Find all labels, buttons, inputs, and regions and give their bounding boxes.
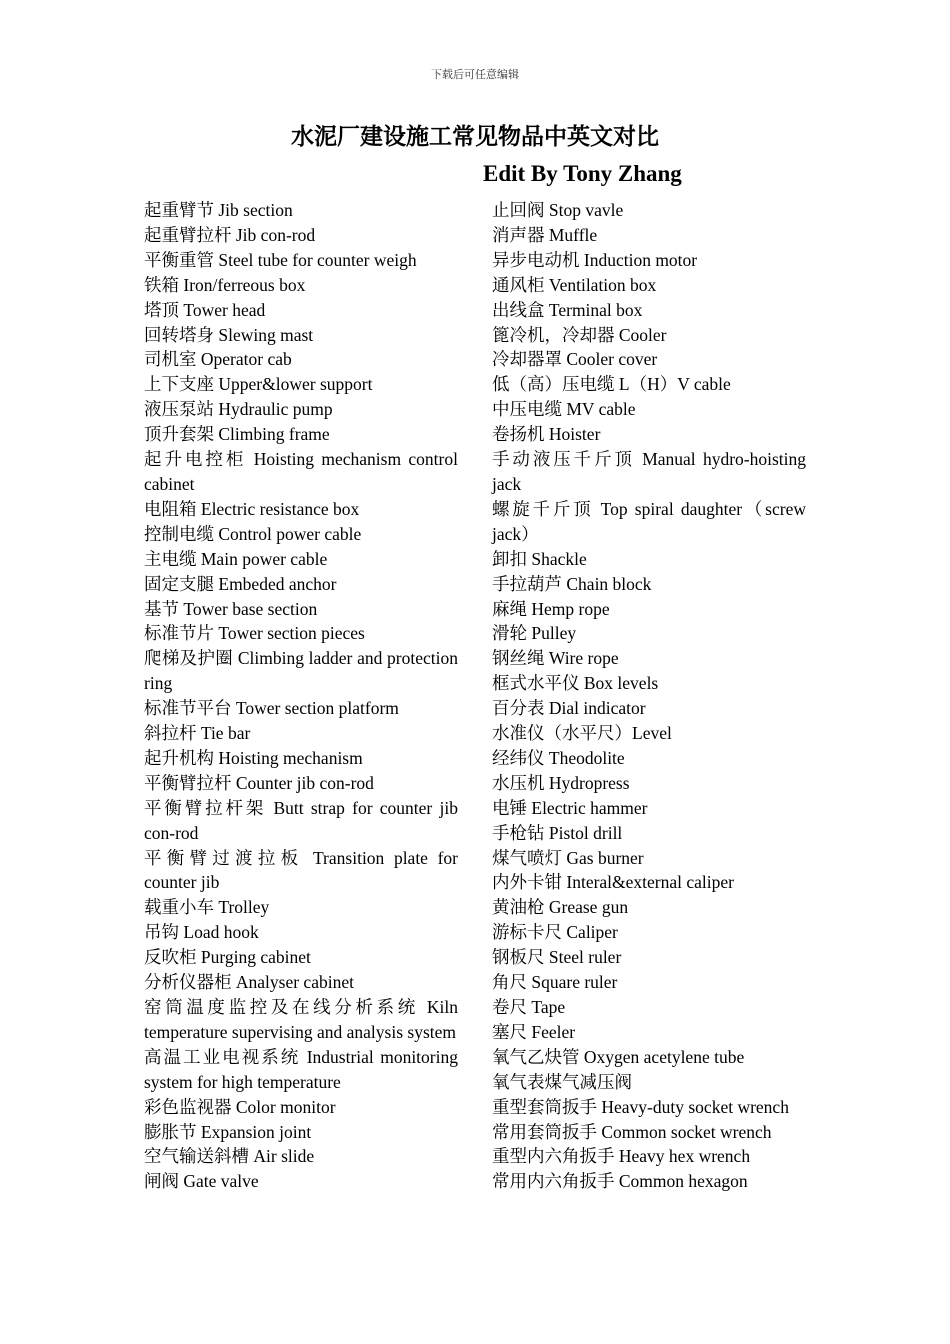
glossary-entry: 钢板尺 Steel ruler [492, 947, 622, 968]
glossary-entry: 基节 Tower base section [144, 598, 318, 619]
glossary-entry: 螺旋千斤顶 Top spiral daughter（screw jack） [492, 498, 806, 544]
glossary-entry: 百分表 Dial indicator [492, 698, 646, 719]
glossary-entry: 主电缆 Main power cable [144, 548, 328, 569]
glossary-entry: 手拉葫芦 Chain block [492, 573, 652, 594]
glossary-entry: 篦冷机，冷却器 Cooler [492, 324, 667, 345]
glossary-entry: 水压机 Hydropress [492, 772, 630, 793]
glossary-entry: 彩色监视器 Color monitor [144, 1096, 336, 1117]
glossary-entry: 卷扬机 Hoister [492, 424, 601, 445]
glossary-entry: 反吹柜 Purging cabinet [144, 947, 311, 968]
glossary-entry: 起重臂拉杆 Jib con-rod [144, 224, 316, 245]
glossary-entry: 标准节片 Tower section pieces [144, 623, 365, 644]
glossary-entry: 载重小车 Trolley [144, 897, 270, 918]
left-glossary-column [144, 198, 458, 1194]
glossary-entry: 水准仪（水平尺）Level [492, 723, 672, 744]
glossary-entry: 卷尺 Tape [492, 997, 566, 1017]
glossary-entry: 黄油枪 Grease gun [492, 897, 629, 918]
glossary-entry: 重型套筒扳手 Heavy-duty socket wrench [492, 1096, 789, 1117]
glossary-entry: 重型内六角扳手 Heavy hex wrench [492, 1146, 751, 1167]
document-subtitle: Edit By Tony Zhang [483, 161, 682, 186]
glossary-entry: 角尺 Square ruler [492, 972, 618, 993]
glossary-entry: 手枪钻 Pistol drill [492, 822, 623, 843]
glossary-entry: 顶升套架 Climbing frame [144, 424, 330, 445]
glossary-entry: 分析仪器柜 Analyser cabinet [144, 972, 354, 993]
glossary-entry: 塞尺 Feeler [492, 1021, 576, 1042]
glossary-entry: 煤气喷灯 Gas burner [492, 847, 644, 868]
glossary-entry: 司机室 Operator cab [144, 349, 292, 370]
glossary-entry: 冷却器罩 Cooler cover [492, 349, 658, 370]
page-header: 下载后可任意编辑 [431, 69, 519, 81]
glossary-entry: 止回阀 Stop vavle [492, 200, 624, 220]
glossary-entry: 框式水平仪 Box levels [492, 673, 659, 694]
glossary-entry: 电阻箱 Electric resistance box [144, 498, 360, 519]
glossary-entry: 滑轮 Pulley [492, 623, 577, 644]
right-glossary-column [492, 198, 806, 1194]
glossary-entry: 氧气表煤气减压阀 [492, 1071, 632, 1092]
glossary-entry: 平衡臂拉杆 Counter jib con-rod [144, 772, 374, 793]
glossary-entry: 消声器 Muffle [492, 224, 598, 245]
glossary-entry: 平衡臂过渡拉板 Transition plate for counter jib [144, 847, 458, 893]
glossary-entry: 平衡重管 Steel tube for counter weigh [144, 249, 417, 270]
glossary-entry: 液压泵站 Hydraulic pump [144, 399, 333, 420]
glossary-entry: 膨胀节 Expansion joint [144, 1121, 312, 1142]
glossary-entry: 手动液压千斤顶 Manual hydro-hoisting jack [492, 449, 806, 494]
glossary-entry: 通风柜 Ventilation box [492, 274, 657, 295]
glossary-entry: 起重臂节 Jib section [144, 200, 293, 220]
glossary-entry: 闸阀 Gate valve [144, 1171, 259, 1192]
glossary-entry: 铁箱 Iron/ferreous box [144, 274, 306, 295]
glossary-entry: 斜拉杆 Tie bar [144, 723, 251, 744]
glossary-entry: 经纬仪 Theodolite [492, 747, 625, 768]
glossary-entry: 固定支腿 Embeded anchor [144, 573, 337, 594]
glossary-entry: 窑筒温度监控及在线分析系统 Kiln temperature supervising and analysis system [144, 997, 458, 1042]
glossary-entry: 出线盒 Terminal box [492, 299, 643, 320]
glossary-entry: 氧气乙炔管 Oxygen acetylene tube [492, 1046, 745, 1067]
glossary-entry: 卸扣 Shackle [492, 548, 587, 569]
glossary-entry: 起升电控柜 Hoisting mechanism control cabinet [144, 449, 458, 494]
glossary-entry: 标准节平台 Tower section platform [144, 698, 399, 719]
glossary-entry: 内外卡钳 Interal&external caliper [492, 872, 734, 893]
glossary-entry: 中压电缆 MV cable [492, 399, 636, 420]
document-title: 水泥厂建设施工常见物品中英文对比 [291, 124, 659, 149]
glossary-entry: 吊钩 Load hook [144, 922, 259, 943]
glossary-entry: 塔顶 Tower head [144, 299, 266, 320]
glossary-entry: 钢丝绳 Wire rope [492, 648, 619, 669]
glossary-entry: 异步电动机 Induction motor [492, 249, 698, 270]
glossary-entry: 低（高）压电缆 L（H）V cable [492, 374, 731, 395]
glossary-entry: 上下支座 Upper&lower support [144, 374, 373, 395]
glossary-entry: 空气输送斜槽 Air slide [144, 1146, 315, 1167]
glossary-entry: 常用内六角扳手 Common hexagon [492, 1171, 748, 1192]
glossary-entry: 起升机构 Hoisting mechanism [144, 747, 363, 768]
glossary-entry: 控制电缆 Control power cable [144, 523, 362, 544]
glossary-entry: 爬梯及护圈 Climbing ladder and protection ring [144, 648, 458, 694]
glossary-entry: 麻绳 Hemp rope [492, 598, 610, 619]
glossary-entry: 常用套筒扳手 Common socket wrench [492, 1121, 772, 1142]
glossary-entry: 电锤 Electric hammer [492, 797, 648, 818]
glossary-entry: 高温工业电视系统 Industrial monitoring system for high temperature [144, 1046, 458, 1092]
glossary-entry: 游标卡尺 Caliper [492, 922, 618, 943]
glossary-entry: 平衡臂拉杆架 Butt strap for counter jib con-rod [144, 797, 458, 843]
glossary-entry: 回转塔身 Slewing mast [144, 324, 314, 345]
